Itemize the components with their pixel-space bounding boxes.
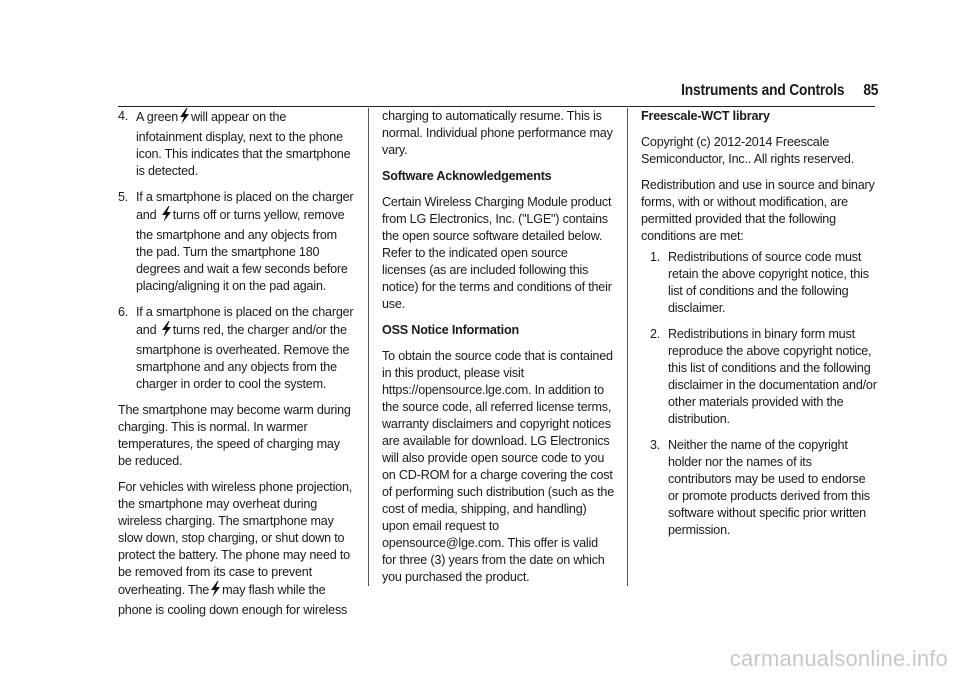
list-item	[650, 437, 877, 539]
item-text: Redistributions in binary form must reproduce the above copyright notice, this list of conditions and the following disclaimer in the documentation and/or other materials provided with the distribution.	[668, 327, 877, 426]
item-number: 1.	[650, 250, 661, 264]
list-item	[118, 189, 355, 295]
subheading: Software Acknowledgements	[382, 169, 552, 183]
item-text: turns off or turns yellow, remove the smartphone and any objects from the pad. Turn the smartphone 180 degrees and wait a few seconds before placing/aligning it on the pad again.	[136, 208, 348, 293]
item-number: 2.	[650, 327, 661, 341]
column-3	[641, 108, 877, 588]
item-text: If a smartphone is placed on the charger and	[136, 190, 354, 222]
header-rule	[118, 106, 875, 107]
item-number: 5.	[118, 190, 129, 204]
paragraph-text: may flash while the phone is cooling down enough for wireless	[118, 583, 348, 617]
item-number: 3.	[650, 438, 661, 452]
paragraph: Redistribution and use in source and binary forms, with or without modification, are permitted provided that the following conditions are met:	[641, 178, 875, 243]
subheading: OSS Notice Information	[382, 323, 519, 337]
column-divider	[368, 108, 369, 586]
item-text: will appear on the infotainment display, next to the phone icon. This indicates that the smartphone is detected.	[136, 110, 351, 178]
item-number: 6.	[118, 305, 129, 319]
item-text: Redistributions of source code must retain the above copyright notice, this list of conditions and the following disclaimer.	[668, 250, 869, 315]
column-2	[382, 108, 614, 588]
lightning-bolt-icon	[179, 108, 190, 129]
list-item	[118, 304, 355, 393]
item-text: Neither the name of the copyright holder nor the names of its contributors may be used to endorse or promote products derived from this software without specific prior written permission.	[668, 438, 870, 537]
watermark: carmanualsonline.info	[729, 646, 948, 671]
lightning-bolt-icon	[210, 581, 221, 602]
lightning-bolt-icon	[161, 321, 172, 342]
item-text: turns red, the charger and/or the smartphone is overheated. Remove the smartphone and any objects from the charger in order to cool the system.	[136, 323, 350, 391]
section-title: Instruments and Controls	[680, 82, 845, 99]
item-text: If a smartphone is placed on the charger and	[136, 305, 354, 337]
item-number: 4.	[118, 109, 129, 123]
paragraph-text: For vehicles with wireless phone projection, the smartphone may overheat during wireless charging. The smartphone may slow down, stop charging, or shut down to protect the battery. The phone may need to be removed from its case to prevent overheating. The	[118, 480, 353, 597]
column-1	[118, 108, 355, 617]
lightning-bolt-icon	[161, 206, 172, 227]
paragraph	[118, 479, 355, 619]
conditions-list	[641, 249, 877, 539]
list-item	[118, 108, 355, 180]
status-list	[118, 108, 355, 393]
column-divider	[627, 108, 628, 586]
paragraph: charging to automatically resume. This is normal. Individual phone performance may vary.	[382, 109, 613, 157]
paragraph: Certain Wireless Charging Module product from LG Electronics, Inc. ("LGE") contains the open source software detailed below. Refer to the indicated open source licenses (as are included following this notice) for the terms and conditions of their use.	[382, 195, 612, 311]
page-header	[681, 82, 878, 100]
item-text: A green	[136, 110, 179, 124]
page-number: 85	[863, 82, 878, 99]
paragraph: To obtain the source code that is contained in this product, please visit https://opensource.lge.com. In addition to the source code, all referred license terms, warranty disclaimers and copyright notices are available for download. LG Electronics will also provide open source code to you on CD-ROM for a charge covering the cost of performing such distribution (such as the cost of media, shipping, and handling) upon email request to opensource@lge.com. This offer is valid for three (3) years from the date on which you purchased the product.	[382, 349, 615, 584]
subheading: Freescale-WCT library	[641, 109, 770, 123]
list-item	[650, 326, 877, 428]
list-item	[650, 249, 877, 317]
paragraph: The smartphone may become warm during charging. This is normal. In warmer temperatures, the speed of charging may be reduced.	[118, 403, 351, 468]
paragraph: Copyright (c) 2012-2014 Freescale Semiconductor, Inc.. All rights reserved.	[641, 135, 854, 166]
